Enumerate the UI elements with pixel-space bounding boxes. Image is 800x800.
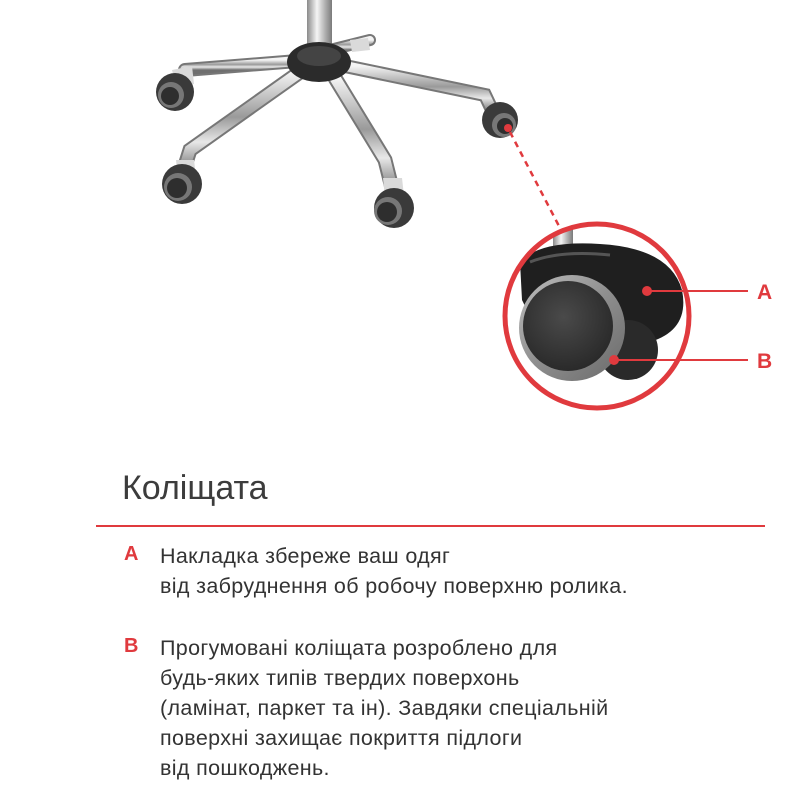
title-divider <box>96 525 765 527</box>
caster-right <box>482 102 518 138</box>
feature-description-a <box>160 541 764 601</box>
feature-item-a <box>124 541 764 601</box>
caster-front <box>374 178 414 228</box>
wheel-tread <box>523 281 613 371</box>
feature-b-line: будь-яких типів твердих поверхонь <box>160 666 520 690</box>
feature-item-b <box>124 633 764 783</box>
feature-b-line: поверхні захищає покриття підлоги <box>160 726 523 750</box>
feature-description-b <box>160 633 764 783</box>
feature-a-line: Накладка збереже ваш одяг <box>160 544 451 568</box>
caster-highlight-dot <box>504 124 512 132</box>
callout-label-a: A <box>757 281 773 304</box>
caster-front-left <box>162 160 202 204</box>
zoom-leader-line <box>510 132 560 228</box>
caster-left <box>156 66 194 111</box>
feature-a-line: від забруднення об робочу поверхню ролика. <box>160 574 628 598</box>
feature-marker-b: B <box>124 635 139 657</box>
caster-back <box>350 38 370 52</box>
feature-b-line: (ламінат, паркет та ін). Завдяки спеціальній <box>160 696 609 720</box>
section-title: Коліщата <box>122 469 268 507</box>
caster-zoom-view <box>505 218 689 408</box>
feature-marker-a: A <box>124 543 139 565</box>
feature-b-line: від пошкоджень. <box>160 756 330 780</box>
feature-b-line: Прогумовані коліщата розроблено для <box>160 636 558 660</box>
callout-label-b: B <box>757 350 773 373</box>
chair-base <box>156 0 518 228</box>
